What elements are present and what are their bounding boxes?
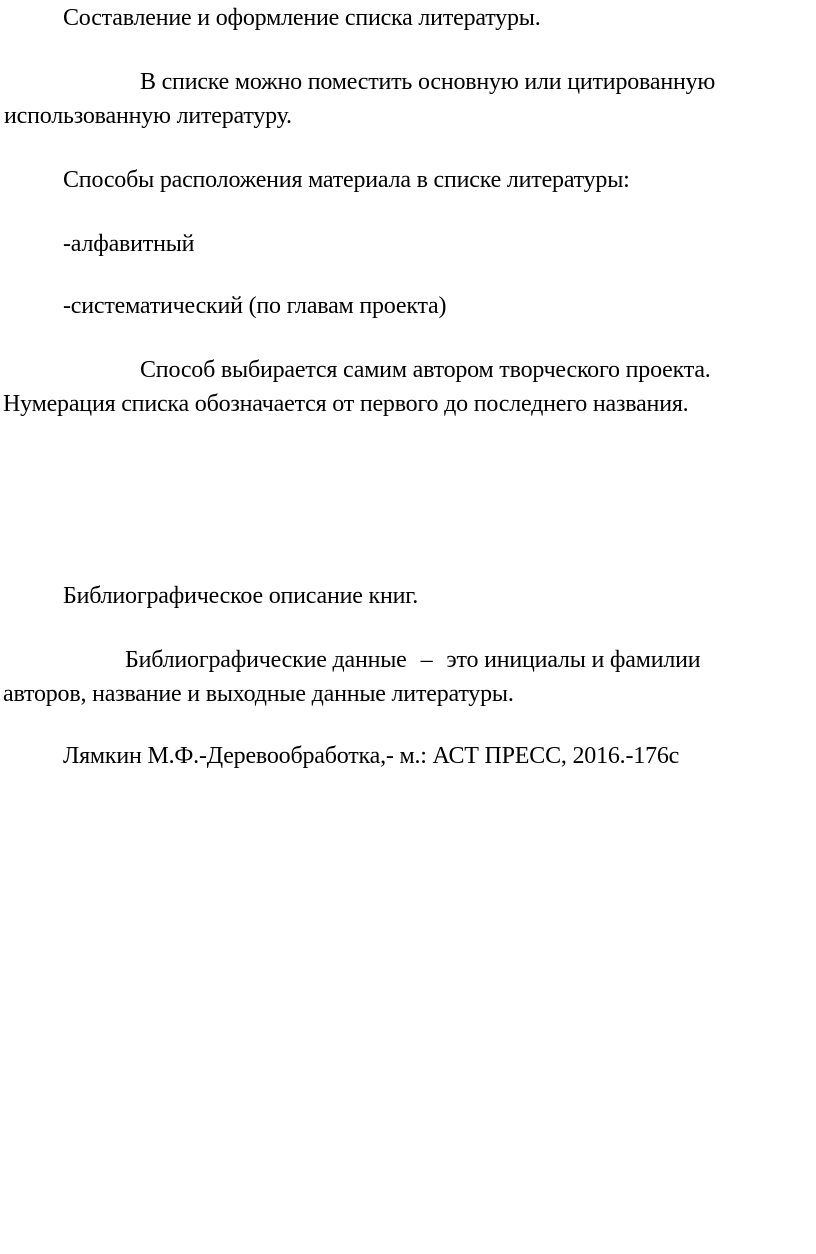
section-heading-book-description: Библиографическое описание книг. [63,583,419,609]
bibliographic-example: Лямкин М.Ф.-Деревообработка,- м.: АСТ ПРЕСС, 2016.-176с [63,743,680,769]
definition-text: это инициалы и фамилии [446,647,701,673]
paragraph-method-choice-line2: Нумерация списка обозначается от первого до последнего названия. [3,391,689,417]
arrangement-method-alphabetic: -алфавитный [63,231,195,257]
paragraph-list-contents-line2: использованную литературу. [4,103,292,129]
arrangement-methods-intro: Способы расположения материала в списке литературы: [63,167,630,193]
definition-line2: авторов, название и выходные данные литературы. [3,681,514,707]
paragraph-list-contents-line1: В списке можно поместить основную или цитированную [140,69,716,95]
paragraph-method-choice-line1: Способ выбирается самим автором творческого проекта. [140,357,711,383]
section-heading-bibliography-list: Составление и оформление списка литературы. [63,5,541,31]
definition-term: Библиографические данные [125,647,407,673]
definition-line1 [125,645,700,675]
arrangement-method-systematic: -систематический (по главам проекта) [63,293,447,319]
definition-dash: – [420,647,433,673]
